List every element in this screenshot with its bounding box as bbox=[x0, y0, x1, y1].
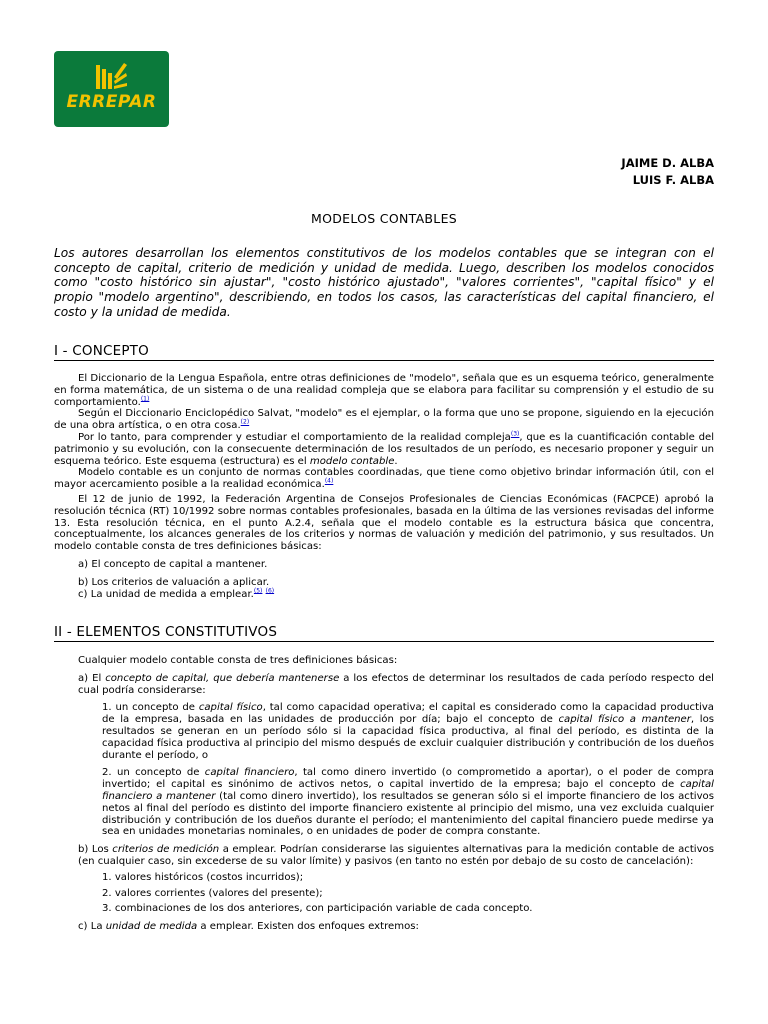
paragraph: El 12 de junio de 1992, la Federación Argentina de Consejos Profesionales de Ciencias Económicas (FACPCE) aprobó la resolución técnica (RT) 10/1992 sobre normas contables profesionales, basada en la última de las versiones revisadas del informe 13. Esta resolución técnica, en el punto A.2.4, señala que el modelo contable es la estructura básica que concentra, conceptualmente, los alcances generales de los criterios y normas de valuación y medición del patrimonio, y sus resultados. Un modelo contable consta de tres definiciones básicas: bbox=[54, 493, 714, 553]
paragraph: Por lo tanto, para comprender y estudiar el comportamiento de la realidad compleja$^{(3)}$, que es la cuantificación contable del patrimonio y su evolución, con la consecuente determinación de los resultados de un período, es necesario proponer y seguir un esquema teórico. Este esquema (estructura) es el modelo contable. bbox=[54, 430, 714, 467]
logo-brand-text: ERREPAR bbox=[66, 92, 157, 112]
section-heading-elementos: II - ELEMENTOS CONSTITUTIVOS bbox=[54, 624, 714, 642]
list-item: c) La unidad de medida a emplear. Existen dos enfoques extremos: bbox=[78, 921, 419, 933]
paragraph: Modelo contable es un conjunto de normas contables coordinadas, que tiene como objetivo brindar información útil, con el mayor acercamiento posible a la realidad económica.$^{(4)}$ bbox=[54, 467, 714, 491]
paragraph: El Diccionario de la Lengua Española, entre otras definiciones de "modelo", señala que es un esquema teórico, generalmente en forma matemática, de un sistema o de una realidad compleja que se elabora para facilitar su comprensión y el estudio de su comportamiento.$^{(1)}$ bbox=[54, 373, 714, 408]
sub-list-item: 2. valores corrientes (valores del presente); bbox=[102, 887, 323, 899]
sub-list-item: 3. combinaciones de los dos anteriores, con participación variable de cada concepto. bbox=[102, 903, 533, 915]
abstract-paragraph: Los autores desarrollan los elementos constitutivos de los modelos contables que se integran con el concepto de capital, criterio de medición y unidad de medida. Luego, describen los modelos conocidos como "costo histórico sin ajustar", "costo histórico ajustado", "valores corrientes", "capital físico" y el propio "modelo argentino", describiendo, en todos los casos, las características del capital financiero, el costo y la unidad de medida. bbox=[54, 246, 714, 319]
list-item: b) Los criterios de medición a emplear. Podrían considerarse las siguientes alternativas para la medición contable de activos (en cualquier caso, sin excederse de su valor límite) y pasivos (en tanto no estén por debajo de su costo de cancelación): bbox=[78, 844, 714, 867]
section-heading-concepto: I - CONCEPTO bbox=[54, 343, 714, 361]
footnote-link[interactable]: (6) bbox=[265, 587, 275, 595]
footnote-link[interactable]: (4) bbox=[324, 477, 334, 485]
list-item: a) El concepto de capital a mantener. bbox=[78, 558, 268, 570]
section-body-concepto bbox=[54, 373, 714, 600]
section-body-elementos bbox=[54, 655, 714, 933]
author-name: LUIS F. ALBA bbox=[632, 173, 714, 187]
paragraph: Cualquier modelo contable consta de tres definiciones básicas: bbox=[78, 655, 398, 666]
footnote-link[interactable]: (5) bbox=[253, 587, 263, 595]
sunburst-logo-icon bbox=[94, 61, 128, 91]
authors-block bbox=[621, 155, 714, 189]
sub-list-item: 2. un concepto de capital financiero, tal como dinero invertido (o comprometido a aportar), o el poder de compra invertido; el capital es sinónimo de activos netos, o capital invertido de la empresa; bajo el concepto de capital financiero a mantener (tal como dinero invertido), los resultados se generan sólo si el importe financiero de los activos netos al final del período es distinto del importe financiero existente al principio del mismo, una vez excluida cualquier distribución y contribución de los dueños durante el período; el mantenimiento del capital financiero puede medirse ya sea en unidades monetarias nominales, o en unidades de poder de compra constante. bbox=[102, 767, 714, 838]
list-item: b) Los criterios de valuación a aplicar. bbox=[78, 576, 270, 588]
footnote-link[interactable]: (1) bbox=[140, 395, 150, 403]
author-name: JAIME D. ALBA bbox=[621, 156, 714, 170]
footnote-link[interactable]: (2) bbox=[240, 418, 250, 426]
paragraph: Según el Diccionario Enciclopédico Salvat, "modelo" es el ejemplar, o la forma que uno se propone, siguiendo en la ejecución de una obra artística, o en otra cosa.$^{(2)}$ bbox=[54, 408, 714, 432]
sub-list-item: 1. un concepto de capital físico, tal como capacidad operativa; el capital es considerado como la capacidad productiva de la empresa, basada en las unidades de producción por día; bajo el concepto de capital físico a mantener, los resultados se generan en un período sólo si la capacidad física productiva, al final del período, es distinta de la capacidad física productiva al principio del mismo después de excluir cualquier distribución y contribución de los dueños durante el período, o bbox=[102, 702, 715, 761]
document-title: MODELOS CONTABLES bbox=[310, 211, 458, 226]
list-item: c) La unidad de medida a emplear.$^{(5)}$ $^{(6)}$ bbox=[78, 587, 275, 600]
footnote-link[interactable]: (3) bbox=[510, 430, 520, 438]
errepar-logo bbox=[54, 51, 169, 127]
list-item: a) El concepto de capital, que debería mantenerse a los efectos de determinar los resultados de cada período respecto del cual podría considerarse: bbox=[78, 672, 714, 696]
sub-list-item: 1. valores históricos (costos incurridos); bbox=[102, 871, 304, 883]
